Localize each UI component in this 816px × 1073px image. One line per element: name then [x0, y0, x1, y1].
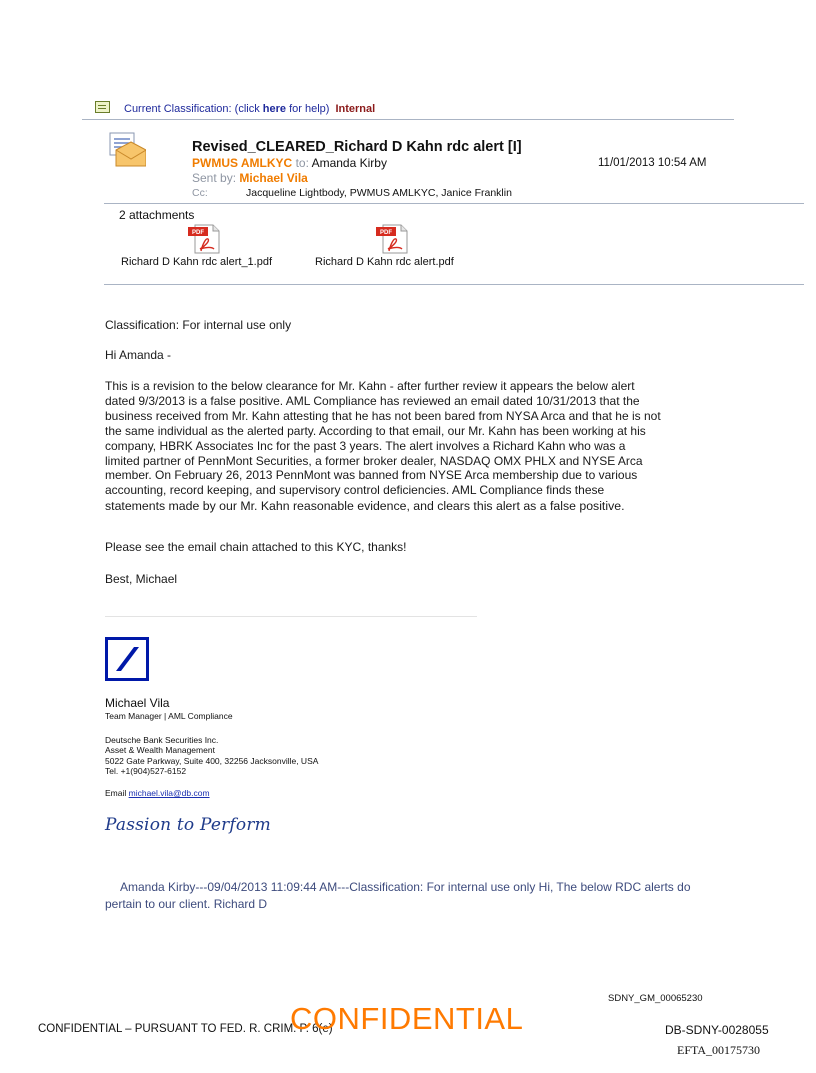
body-signoff: Best, Michael — [105, 572, 178, 586]
email-sentby-line — [192, 171, 308, 185]
sentby-label: Sent by: — [192, 171, 237, 185]
footer-confidential-notice: CONFIDENTIAL – PURSUANT TO FED. R. CRIM. P. 6(e) — [38, 1023, 333, 1035]
attachment-2-name[interactable]: Richard D Kahn rdc alert.pdf — [315, 256, 454, 268]
body-line: accounting, record keeping, and supervisory control deficiencies. AML Compliance finds these — [105, 483, 605, 498]
body-please: Please see the email chain attached to this KYC, thanks! — [105, 540, 407, 554]
to-label: to: — [295, 156, 309, 170]
body-classification: Classification: For internal use only — [105, 318, 292, 332]
deutsche-bank-logo — [105, 637, 149, 681]
classification-prefix: Current Classification: (click — [124, 103, 263, 115]
header-divider — [82, 119, 734, 120]
pdf-icon[interactable] — [187, 224, 221, 254]
signature-email-line — [105, 788, 210, 798]
footer-doc-id: DB-SDNY-0028055 — [665, 1023, 769, 1037]
body-greeting: Hi Amanda - — [105, 348, 172, 362]
classification-help-link[interactable]: here — [262, 103, 287, 115]
signature-divider — [105, 616, 477, 617]
slogan: Passion to Perform — [105, 815, 271, 835]
body-line: member. On February 26, 2013 PennMont was banned from NYSE Arca membership due to various — [105, 468, 638, 483]
signature-name: Michael Vila — [105, 696, 170, 710]
email-label: Email — [105, 788, 129, 798]
body-paragraph — [105, 379, 715, 514]
attachments-count: 2 attachments — [119, 208, 195, 222]
signature-title: Team Manager | AML Compliance — [105, 711, 233, 721]
body-line: limited partner of PennMont Securities, a former broker dealer, NASDAQ OMX PHLX and NYSE Arca — [105, 453, 643, 468]
svg-text:PDF: PDF — [192, 230, 204, 236]
attachments-divider — [104, 284, 804, 285]
address-line: Deutsche Bank Securities Inc. — [105, 735, 219, 745]
classification-value: Internal — [335, 103, 376, 115]
body-line: company, HBRK Associates Inc for the past 3 years. The alert involves a Richard Kahn who was a — [105, 438, 626, 453]
recipient-name[interactable]: Amanda Kirby — [311, 156, 387, 170]
body-line: This is a revision to the below clearance for Mr. Kahn - after further review it appears the below alert — [105, 379, 635, 393]
mail-envelope-icon — [106, 132, 146, 168]
address-line: Tel. +1(904)527-6152 — [105, 766, 187, 777]
footer-efta-id: EFTA_00175730 — [677, 1043, 761, 1057]
email-link[interactable]: michael.vila@db.com — [128, 788, 210, 798]
email-cc-line — [192, 187, 512, 199]
sentby-name[interactable]: Michael Vila — [239, 171, 308, 185]
email-date: 11/01/2013 10:54 AM — [598, 157, 707, 169]
body-line: business received from Mr. Kahn attesting that he has not been bared from NYSA Arca and that he is not — [105, 408, 661, 423]
email-from-line — [192, 156, 387, 170]
classification-icon — [95, 101, 110, 113]
email-subject: Revised_CLEARED_Richard D Kahn rdc alert [I] — [192, 139, 522, 155]
body-line: dated 9/3/2013 is a false positive. AML Compliance has reviewed an email dated 10/31/2013 that the — [105, 393, 640, 408]
sender-name[interactable]: PWMUS AMLKYC — [192, 156, 293, 170]
attachment-1-name[interactable]: Richard D Kahn rdc alert_1.pdf — [121, 256, 273, 268]
signature-address — [105, 735, 318, 777]
address-line: 5022 Gate Parkway, Suite 400, 32256 Jacksonville, USA — [105, 755, 319, 766]
svg-text:PDF: PDF — [380, 230, 392, 236]
cc-recipients[interactable]: Jacqueline Lightbody, PWMUS AMLKYC, Janice Franklin — [246, 187, 512, 199]
classification-suffix: for help) — [286, 103, 330, 115]
bates-number: SDNY_GM_00065230 — [608, 993, 703, 1004]
cc-label: Cc: — [192, 187, 208, 199]
header-bottom-divider — [104, 203, 804, 204]
body-line: statements made by our Mr. Kahn reasonable evidence, and clears this alert as a false positive. — [105, 499, 625, 514]
classification-bar — [95, 101, 375, 115]
previous-message-link[interactable]: Amanda Kirby---09/04/2013 11:09:44 AM---Classification: For internal use only Hi, The below RDC alerts do pertain to our client. Richard D — [105, 880, 691, 911]
pdf-icon[interactable] — [375, 224, 409, 254]
confidential-stamp: CONFIDENTIAL — [290, 1001, 524, 1036]
body-line: the same individual as the alerted party. According to that email, our Mr. Kahn has been working at his — [105, 423, 646, 438]
address-line: Asset & Wealth Management — [105, 745, 215, 756]
